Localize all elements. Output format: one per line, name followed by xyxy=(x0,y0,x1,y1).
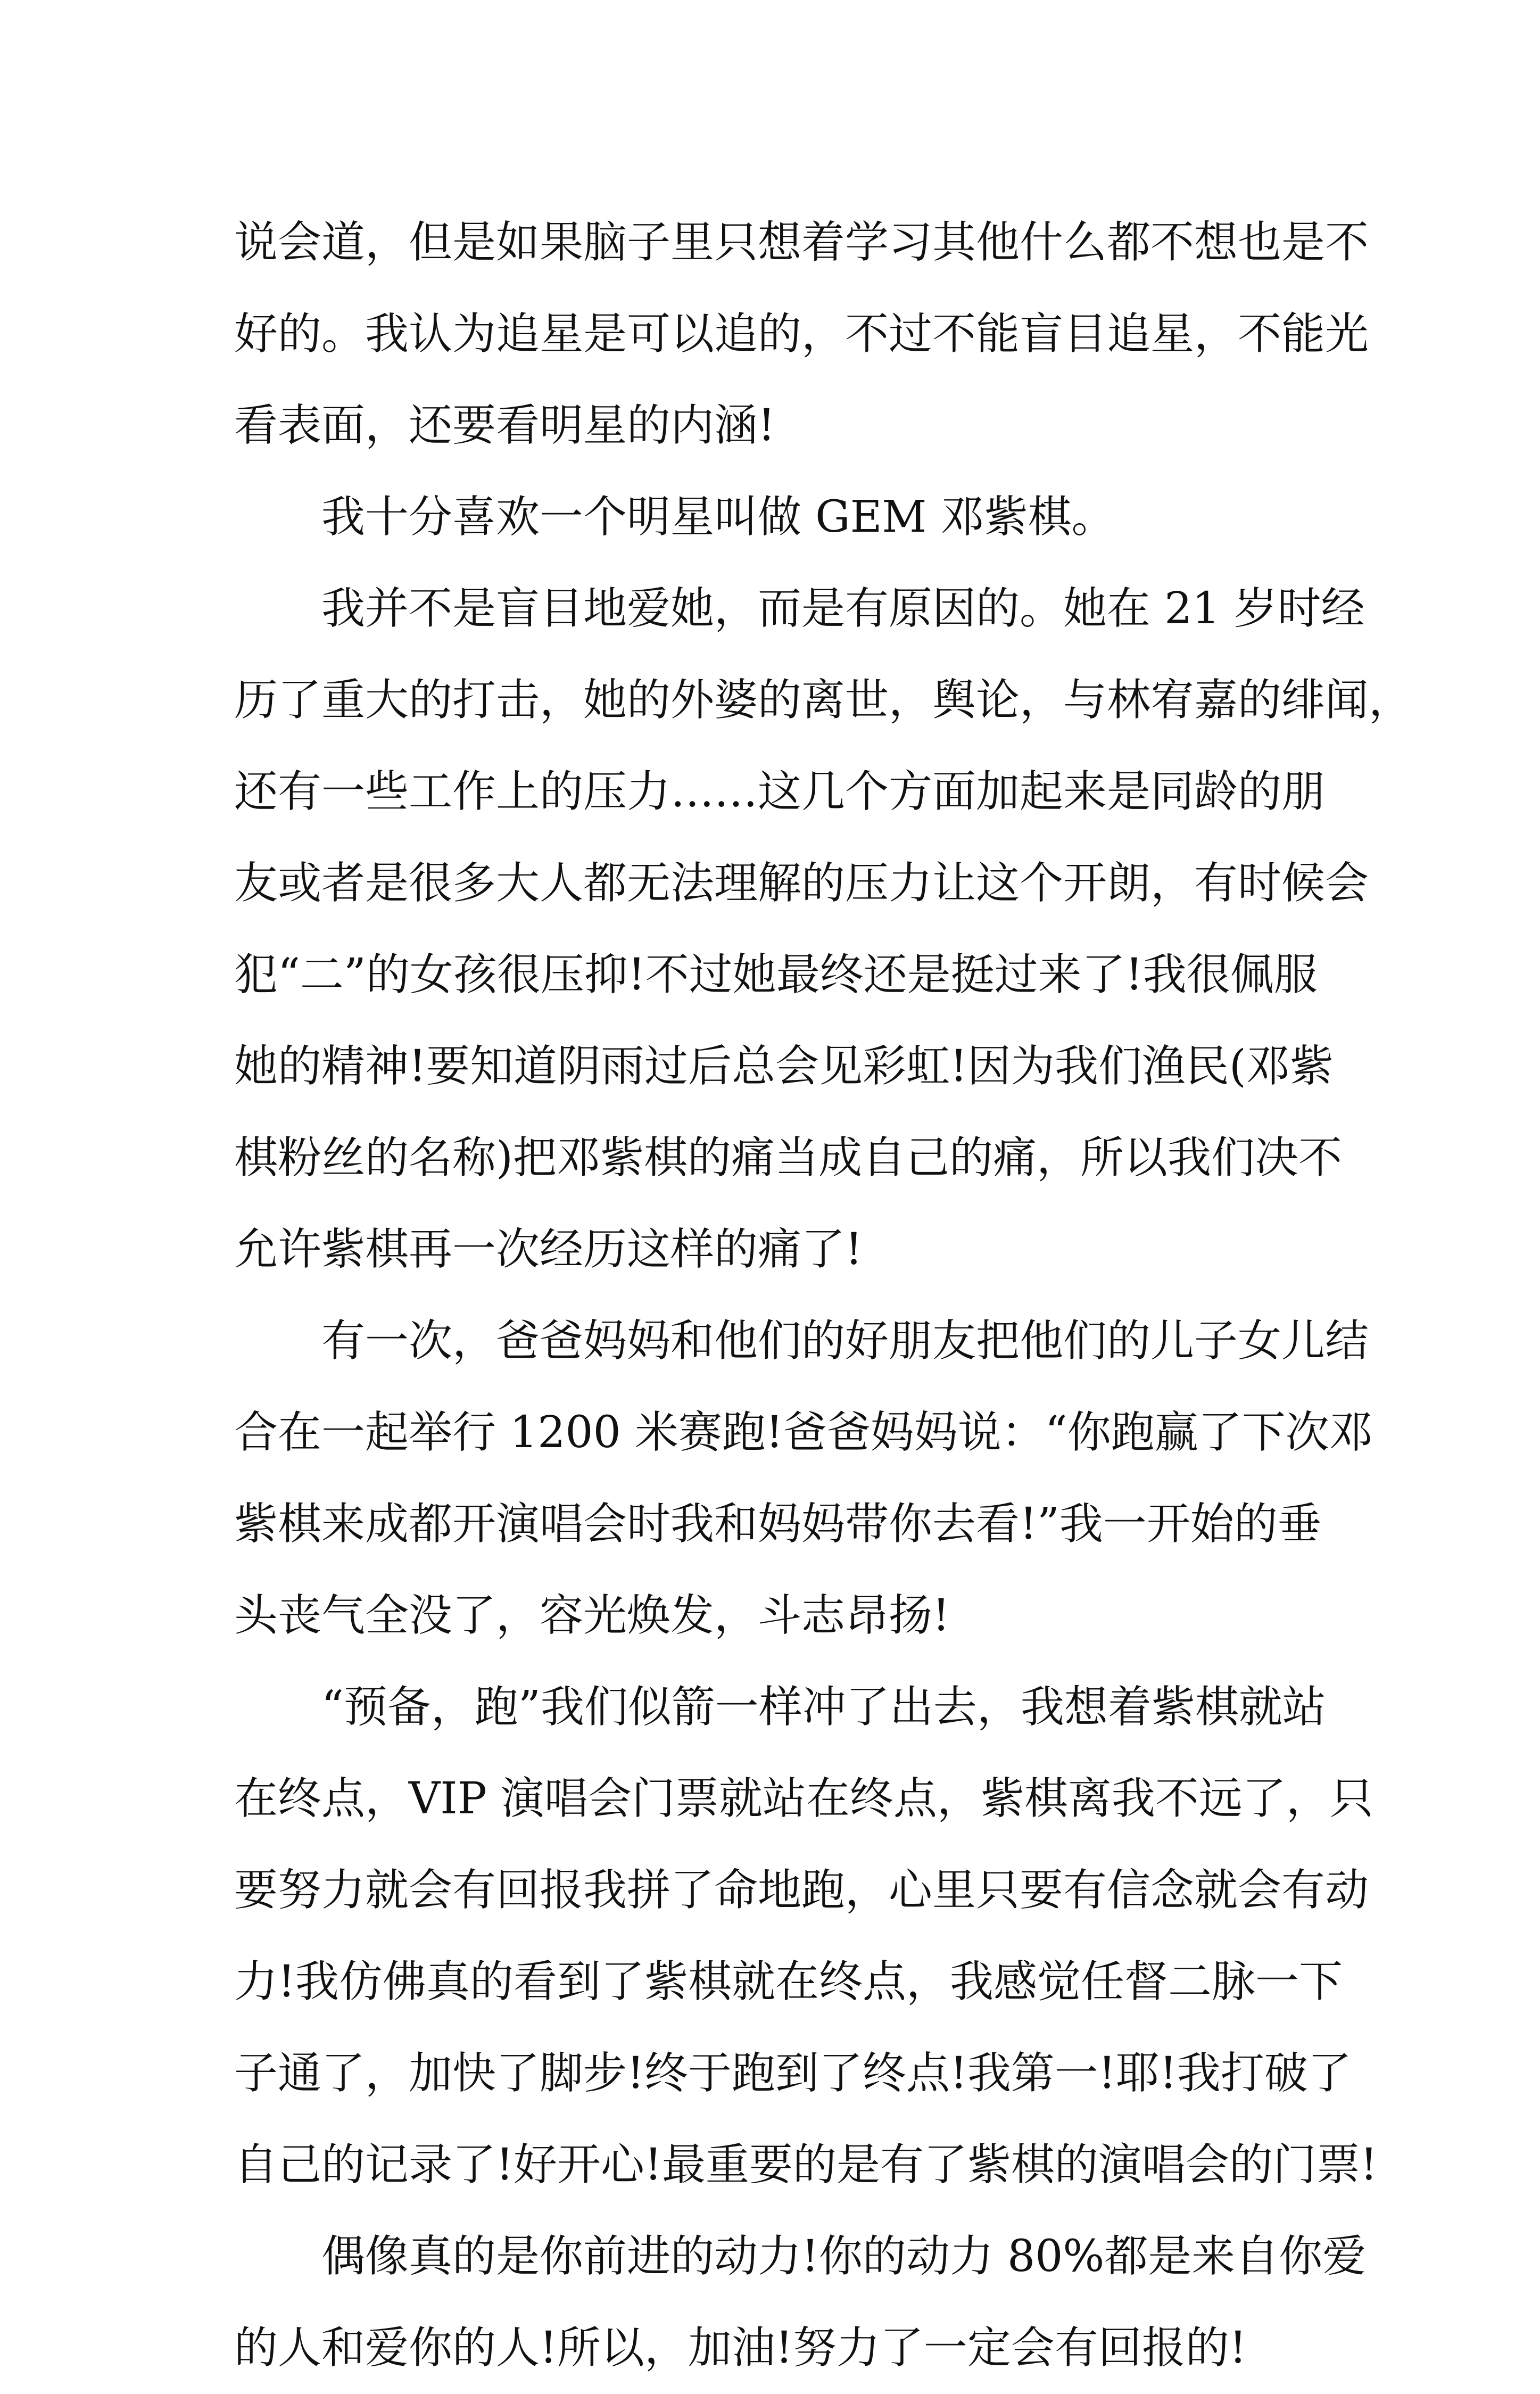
text-line: 好的。我认为追星是可以追的，不过不能盲目追星，不能光 xyxy=(234,309,1369,359)
text-line: 说会道，但是如果脑子里只想着学习其他什么都不想也是不 xyxy=(234,217,1369,268)
text-line: 犯“二”的女孩很压抑!不过她最终还是挺过来了!我很佩服 xyxy=(234,950,1318,1000)
paragraph-first-line: 我并不是盲目地爱她，而是有原因的。她在 21 岁时经 xyxy=(321,583,1365,634)
text-line: 要努力就会有回报我拼了命地跑，心里只要有信念就会有动 xyxy=(234,1865,1369,1916)
text-line: 合在一起举行 1200 米赛跑!爸爸妈妈说：“你跑赢了下次邓 xyxy=(234,1407,1373,1458)
text-line: 看表面，还要看明星的内涵! xyxy=(234,400,775,451)
paragraph-first-line: 我十分喜欢一个明星叫做 GEM 邓紫棋。 xyxy=(321,492,1115,542)
text-line: 紫棋来成都开演唱会时我和妈妈带你去看!”我一开始的垂 xyxy=(234,1499,1321,1549)
text-line: 子通了，加快了脚步!终于跑到了终点!我第一!耶!我打破了 xyxy=(234,2048,1352,2099)
paragraph-first-line: 偶像真的是你前进的动力!你的动力 80%都是来自你爱 xyxy=(321,2231,1367,2282)
paragraph-first-line: 有一次，爸爸妈妈和他们的好朋友把他们的儿子女儿结 xyxy=(321,1316,1369,1366)
text-line: 棋粉丝的名称)把邓紫棋的痛当成自己的痛，所以我们决不 xyxy=(234,1133,1342,1183)
text-line: 自己的记录了!好开心!最重要的是有了紫棋的演唱会的门票! xyxy=(234,2140,1378,2190)
text-line: 还有一些工作上的压力……这几个方面加起来是同龄的朋 xyxy=(234,766,1326,817)
paragraph-first-line: “预备，跑”我们似箭一样冲了出去，我想着紫棋就站 xyxy=(321,1682,1326,1732)
text-line: 在终点，VIP 演唱会门票就站在终点，紫棋离我不远了，只 xyxy=(234,1773,1373,1824)
text-line: 力!我仿佛真的看到了紫棋就在终点，我感觉任督二脉一下 xyxy=(234,1957,1343,2007)
text-line: 的人和爱你的人!所以，加油!努力了一定会有回报的! xyxy=(234,2323,1247,2373)
text-line: 允许紫棋再一次经历这样的痛了! xyxy=(234,1224,863,1275)
text-line: 她的精神!要知道阴雨过后总会见彩虹!因为我们渔民(邓紫 xyxy=(234,1041,1334,1092)
text-line: 友或者是很多大人都无法理解的压力让这个开朗，有时候会 xyxy=(234,858,1369,909)
body-text xyxy=(234,197,1413,2394)
text-line: 头丧气全没了，容光焕发，斗志昂扬! xyxy=(234,1590,950,1641)
text-line: 历了重大的打击，她的外婆的离世，舆论，与林宥嘉的绯闻， xyxy=(234,675,1413,725)
